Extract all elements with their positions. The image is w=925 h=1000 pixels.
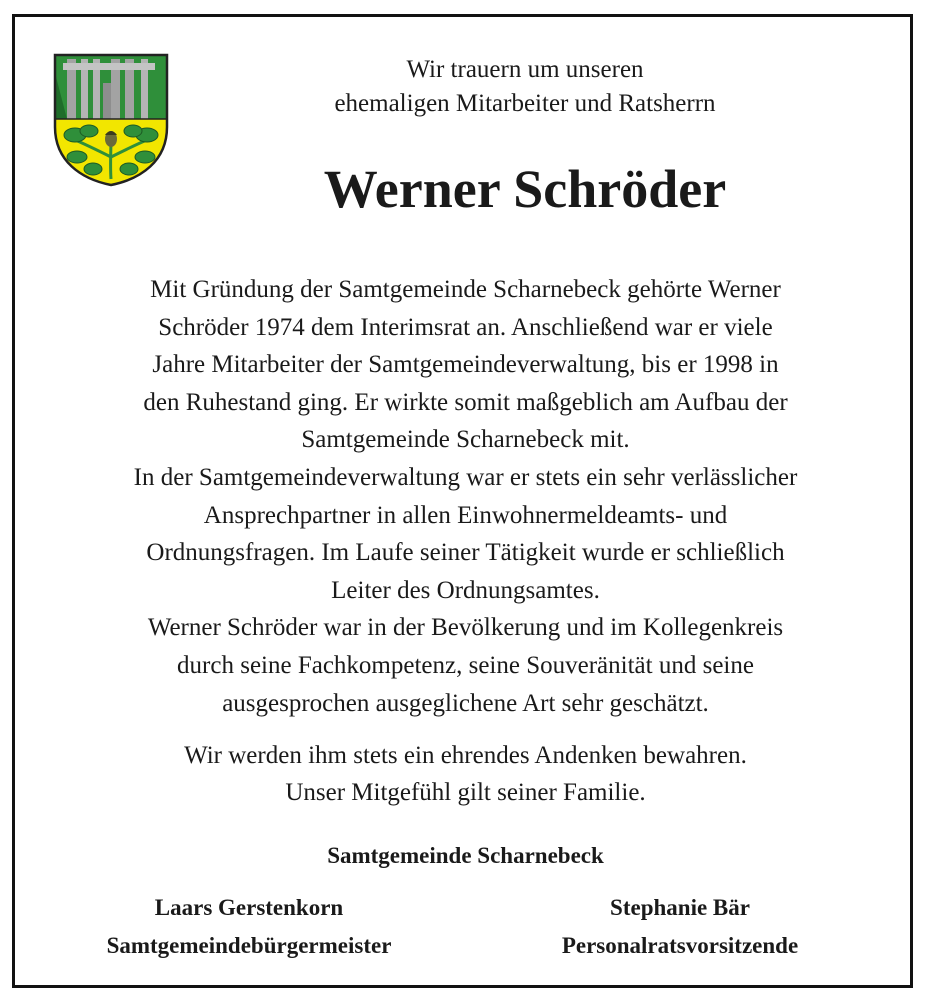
body-line: Jahre Mitarbeiter der Samtgemeindeverwaltung, bis er 1998 in: [152, 351, 779, 379]
body-line: Mit Gründung der Samtgemeinde Scharnebeck gehörte Werner: [150, 276, 781, 303]
body-line: Samtgemeinde Scharnebeck mit.: [301, 426, 630, 454]
signatory-title: Samtgemeindebürgermeister: [106, 933, 392, 958]
obituary-notice: [12, 14, 913, 988]
closing-line: Unser Mitgefühl gilt seiner Familie.: [285, 779, 646, 806]
signatory-staff-council: [470, 889, 890, 965]
body-line: Ordnungsfragen. Im Laufe seiner Tätigkeit wurde er schließlich: [146, 539, 785, 567]
municipal-coat-of-arms-icon: [53, 53, 169, 187]
intro-line: Wir trauern um unseren: [406, 56, 644, 83]
obituary-body: [35, 271, 896, 722]
body-line: Schröder 1974 dem Interimsrat an. Anschließend war er viele: [158, 313, 773, 341]
intro-line: ehemaligen Mitarbeiter und Ratsherrn: [334, 90, 716, 117]
signatory-name: Stephanie Bär: [610, 895, 750, 920]
signatory-name: Laars Gerstenkorn: [154, 895, 344, 920]
closing-line: Wir werden ihm stets ein ehrendes Andenken bewahren.: [184, 742, 747, 769]
intro-text: [225, 53, 825, 121]
body-line: ausgesprochen ausgeglichene Art sehr geschätzt.: [222, 689, 709, 717]
organization-name: Samtgemeinde Scharnebeck: [327, 843, 604, 868]
signatory-mayor: [39, 889, 459, 965]
body-line: Werner Schröder war in der Bevölkerung und im Kollegenkreis: [147, 614, 784, 642]
body-line: In der Samtgemeindeverwaltung war er stets ein sehr verlässlicher: [133, 463, 798, 491]
signatory-title: Personalratsvorsitzende: [561, 933, 799, 958]
closing-text: [35, 737, 896, 811]
coat-of-arms: [53, 53, 169, 187]
body-line: durch seine Fachkompetenz, seine Souveränität und seine: [177, 651, 754, 679]
deceased-name: Werner Schröder: [323, 159, 727, 219]
body-line: Ansprechpartner in allen Einwohnermeldeamts- und: [203, 501, 728, 529]
body-line: Leiter des Ordnungsamtes.: [331, 576, 600, 604]
body-line: den Ruhestand ging. Er wirkte somit maßgeblich am Aufbau der: [143, 388, 788, 416]
